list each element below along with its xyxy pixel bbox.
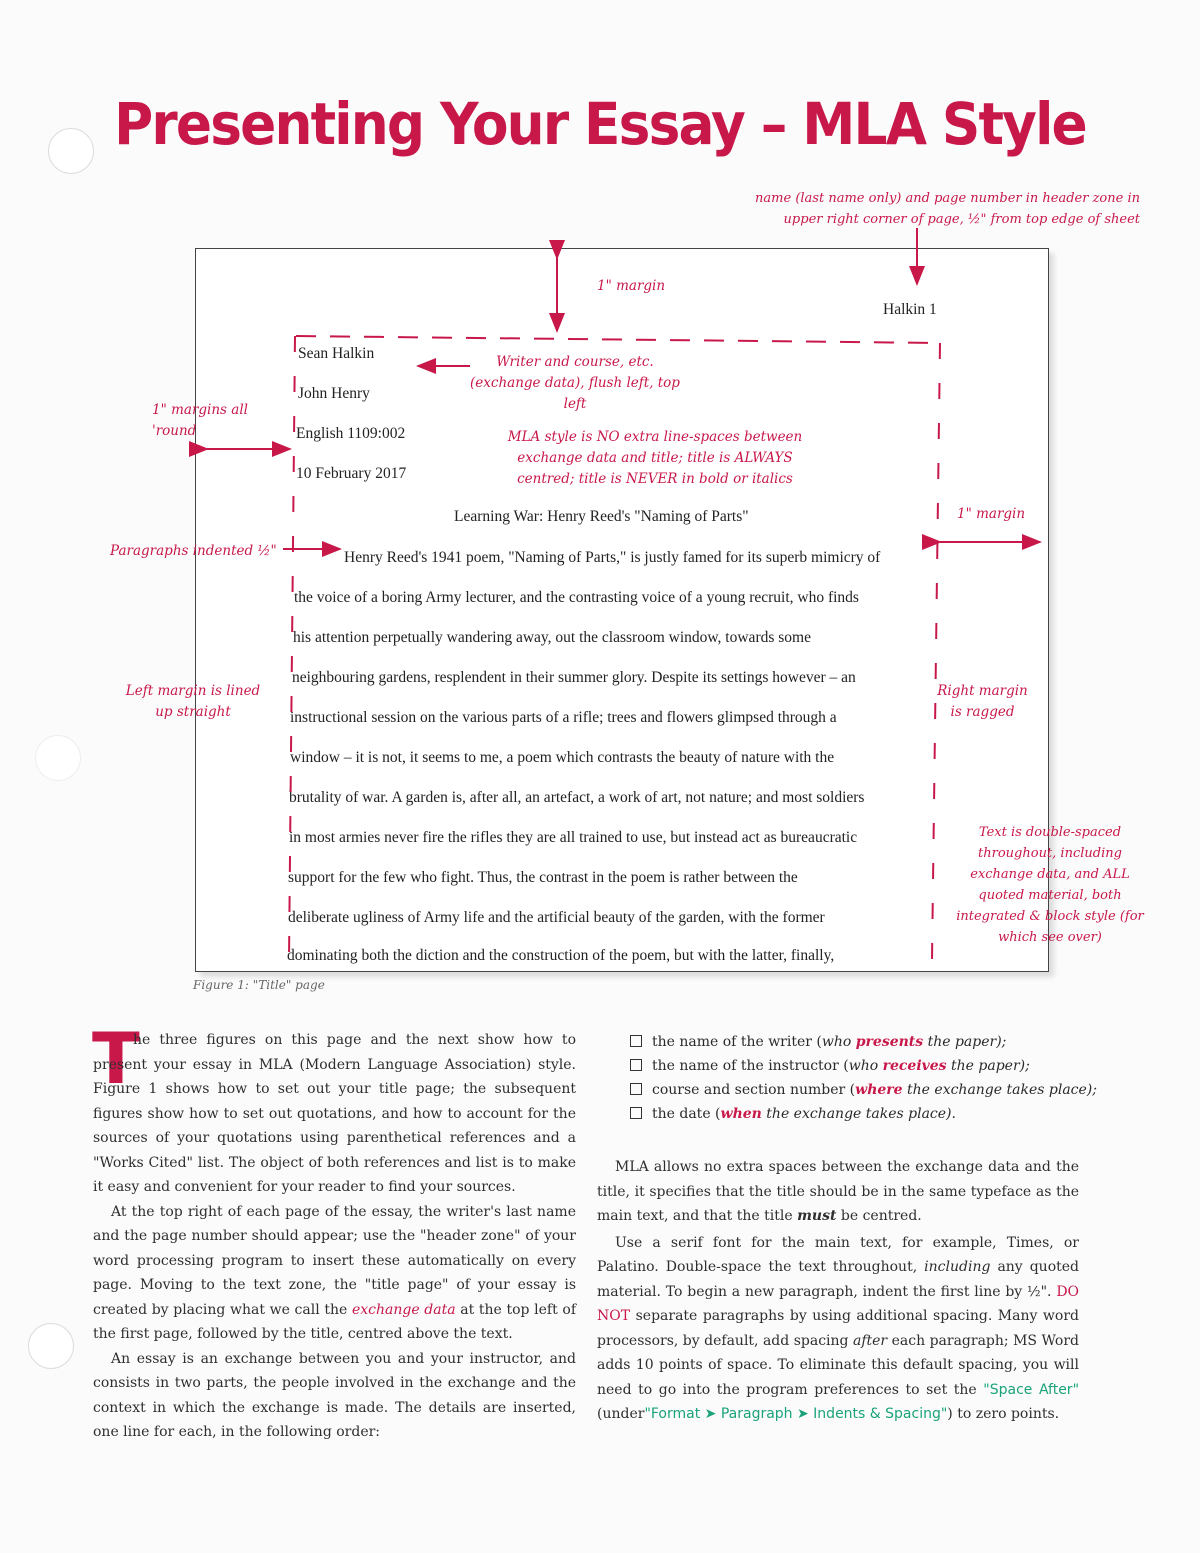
right-margin-annotation: 1" margin — [957, 506, 1026, 522]
essay-line: the voice of a boring Army lecturer, and the contrasting voice of a young recruit, who finds — [294, 589, 859, 606]
essay-line: dominating both the diction and the construction of the poem, but with the latter, finally, — [287, 947, 835, 964]
essay-line: Henry Reed's 1941 poem, "Naming of Parts," is justly famed for its superb mimicry of — [344, 549, 881, 566]
figure-caption: Figure 1: "Title" page — [193, 978, 325, 992]
margins-all-round-annotation: 1" margins all 'round — [152, 402, 248, 439]
ragged-margin-annotation: Right margin is ragged — [937, 683, 1028, 720]
essay-line: deliberate ugliness of Army life and the artificial beauty of the garden, with the former — [288, 909, 825, 926]
essay-line: brutality of war. A garden is, after all, an artefact, a work of art, not nature; and most soldiers — [289, 789, 865, 806]
checklist-item: the date (when the exchange takes place). — [630, 1102, 1100, 1126]
essay-line: neighbouring gardens, resplendent in their summer glory. Despite its settings however – an — [292, 669, 856, 686]
checkbox-icon — [630, 1107, 642, 1119]
exchange-data-term: exchange data — [351, 1301, 456, 1318]
header-zone-annotation: name (last name only) and page number in header zone in upper right corner of page, ½" from top edge of sheet — [755, 191, 1140, 227]
essay-line: window – it is not, it seems to me, a poem which contrasts the beauty of nature with the — [290, 749, 835, 766]
drop-cap: T — [92, 1018, 140, 1100]
font-spacing-paragraph: Use a serif font for the main text, for example, Times, or Palatino. Double-space the text throughout, including any quoted material. To begin a new paragraph, indent the first line by ½". DO NOT separate paragraphs by using additional spacing. Many word processors, by default, add spacing after each paragraph; MS Word adds 10 points of space. To eliminate this default spacing, you will need to go into the program preferences to set the "Space After" (under"Format ➤ Paragraph ➤ Indents & Spacing") to zero points. — [597, 1234, 1080, 1422]
no-extra-spaces-annotation: MLA style is NO extra line-spaces between exchange data and title; title is ALWAYS centred; title is NEVER in bold or italics — [507, 429, 803, 487]
page-title: Presenting Your Essay – MLA Style — [114, 90, 1086, 158]
body-column-right — [597, 1155, 1079, 1427]
top-margin-annotation: 1" margin — [597, 278, 666, 294]
checkbox-icon — [630, 1035, 642, 1047]
exchange-date: 10 February 2017 — [296, 465, 407, 482]
intro-paragraph: he three figures on this page and the next show how to present your essay in MLA (Modern Language Association) style. Figure 1 shows how to set out your title page; the subsequent figures show how to set out quotations, and how to account for the sources of your quotations using parenthetical references and a "Works Cited" list. The object of both references and list is to make it easy and convenient for your reader to find your sources. — [93, 1032, 576, 1195]
exchange-instructor: John Henry — [298, 385, 370, 402]
header-paragraph: At the top right of each page of the essay, the writer's last name and the page number should appear; use the "header zone" of your word processing program to insert these automatically on every page. Moving to the text zone, the "title page" of your essay is created by placing what we call the exchange data at the top left of the first page, followed by the title, centred above the text. — [93, 1203, 577, 1342]
checkbox-icon — [630, 1059, 642, 1071]
exchange-paragraph: An essay is an exchange between you and your instructor, and consists in two parts, the people involved in the exchange and the context in which the exchange is made. The details are inserted, one line for each, in the following order: — [93, 1350, 576, 1440]
exchange-writer: Sean Halkin — [298, 345, 375, 362]
left-margin-annotation: Left margin is lined up straight — [125, 683, 261, 720]
checklist-item: course and section number (where the exchange takes place); — [630, 1078, 1100, 1102]
hole-punch — [28, 1323, 74, 1369]
running-header: Halkin 1 — [883, 301, 937, 318]
essay-line: in most armies never fire the rifles they are all trained to use, but instead act as bureaucratic — [289, 829, 858, 846]
checkbox-icon — [630, 1083, 642, 1095]
essay-line: instructional session on the various parts of a rifle; trees and flowers glimpsed through a — [290, 709, 837, 726]
checklist-item: the name of the instructor (who receives the paper); — [630, 1054, 1100, 1078]
essay-title: Learning War: Henry Reed's "Naming of Parts" — [454, 508, 749, 525]
paragraph-indent-annotation: Paragraphs indented ½" — [110, 543, 277, 559]
exchange-course: English 1109:002 — [296, 425, 406, 442]
body-column-left — [93, 1028, 576, 1445]
mla-spacing-paragraph: MLA allows no extra spaces between the exchange data and the title, it specifies that the title should be in the same typeface as the main text, and that the title must be centred. — [597, 1159, 1079, 1224]
checklist-item: the name of the writer (who presents the paper); — [630, 1030, 1100, 1054]
double-spaced-annotation: Text is double-spaced throughout, including exchange data, and ALL quoted material, both integrated & block style (for which see over) — [956, 825, 1144, 945]
exchange-data-annotation: Writer and course, etc. (exchange data), flush left, top left — [470, 354, 680, 412]
exchange-checklist — [630, 1030, 1100, 1126]
essay-line: his attention perpetually wandering away, out the classroom window, towards some — [293, 629, 811, 646]
essay-line: support for the few who fight. Thus, the contrast in the poem is rather between the — [288, 869, 798, 886]
